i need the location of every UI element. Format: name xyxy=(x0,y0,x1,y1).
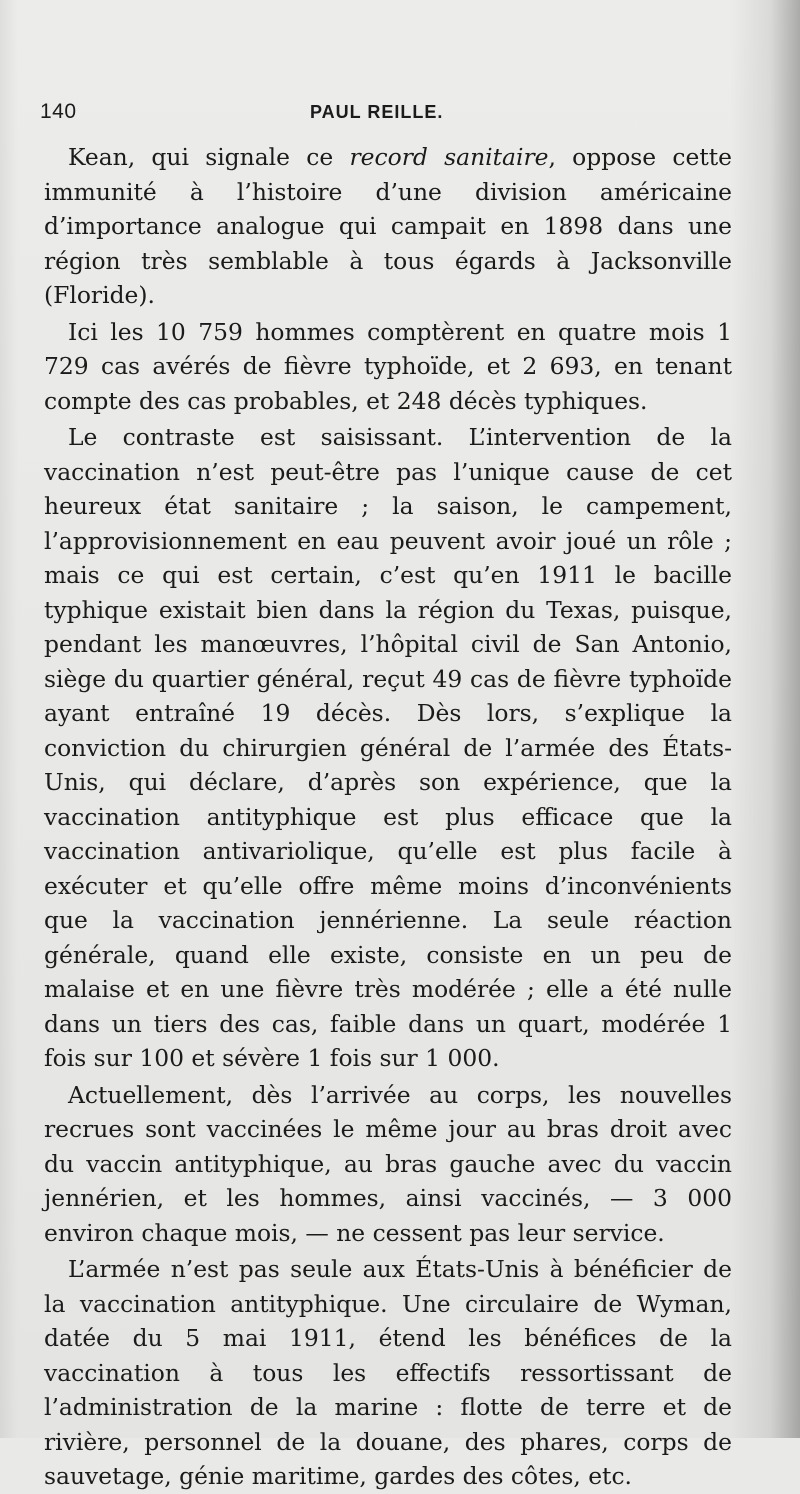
page-header xyxy=(40,100,730,132)
paragraph-1-after: , oppose cette immunité à l’histoire d’une division américaine d’importance analogue qui campait en 1898 dans une région très semblable à tous égards à Jacksonville (Floride). xyxy=(44,143,732,309)
body-text xyxy=(44,140,732,1494)
paragraph-1 xyxy=(44,140,732,313)
paragraph-5: L’armée n’est pas seule aux États-Unis à bénéficier de la vaccination antityphique. Une circulaire de Wyman, datée du 5 mai 1911, étend les bénéfices de la vaccination à tous les effectifs ressortissant de l’administration de la marine : flotte de terre et de rivière, personnel de la douane, des phares, corps de sauvetage, génie maritime, gardes des côtes, etc. xyxy=(44,1255,732,1490)
paragraph-1-before: Kean, qui signale ce xyxy=(68,143,350,171)
page-number: 140 xyxy=(40,100,77,123)
paragraph-1-emphasis: record sanitaire xyxy=(349,143,549,171)
paragraph-4: Actuellement, dès l’arrivée au corps, les nouvelles recrues sont vaccinées le même jour au bras droit avec du vaccin antityphique, au bras gauche avec du vaccin jennérien, et les hommes, ainsi vaccinés, — 3 000 environ chaque mois, — ne cessent pas leur service. xyxy=(44,1080,732,1247)
running-title: PAUL REILLE. xyxy=(310,102,444,122)
paragraph-2: Ici les 10 759 hommes comptèrent en quatre mois 1 729 cas avérés de fièvre typhoïde, et 2 693, en tenant compte des cas probables, et 248 décès typhiques. xyxy=(44,317,732,415)
paragraph-3: Le contraste est saisissant. L’intervention de la vaccination n’est peut-être pas l’unique cause de cet heureux état sanitaire ; la saison, le campement, l’approvisionnement en eau peuvent avoir joué un rôle ; mais ce qui est certain, c’est qu’en 1911 le bacille typhique existait bien dans la région du Texas, puisque, pendant les manœuvres, l’hôpital civil de San Antonio, siège du quartier général, reçut 49 cas de fièvre typhoïde ayant entraîné 19 décès. Dès lors, s’explique la conviction du chirurgien général de l’armée des États-Unis, qui déclare, d’après son expérience, que la vaccination antityphique est plus efficace que la vaccination antivariolique, qu’elle est plus facile à exécuter et qu’elle offre même moins d’inconvénients que la vaccination jennérienne. La seule réaction générale, quand elle existe, consiste en un peu de malaise et en une fièvre très modérée ; elle a été nulle dans un tiers des cas, faible dans un quart, modérée 1 fois sur 100 et sévère 1 fois sur 1 000. xyxy=(44,423,732,1072)
